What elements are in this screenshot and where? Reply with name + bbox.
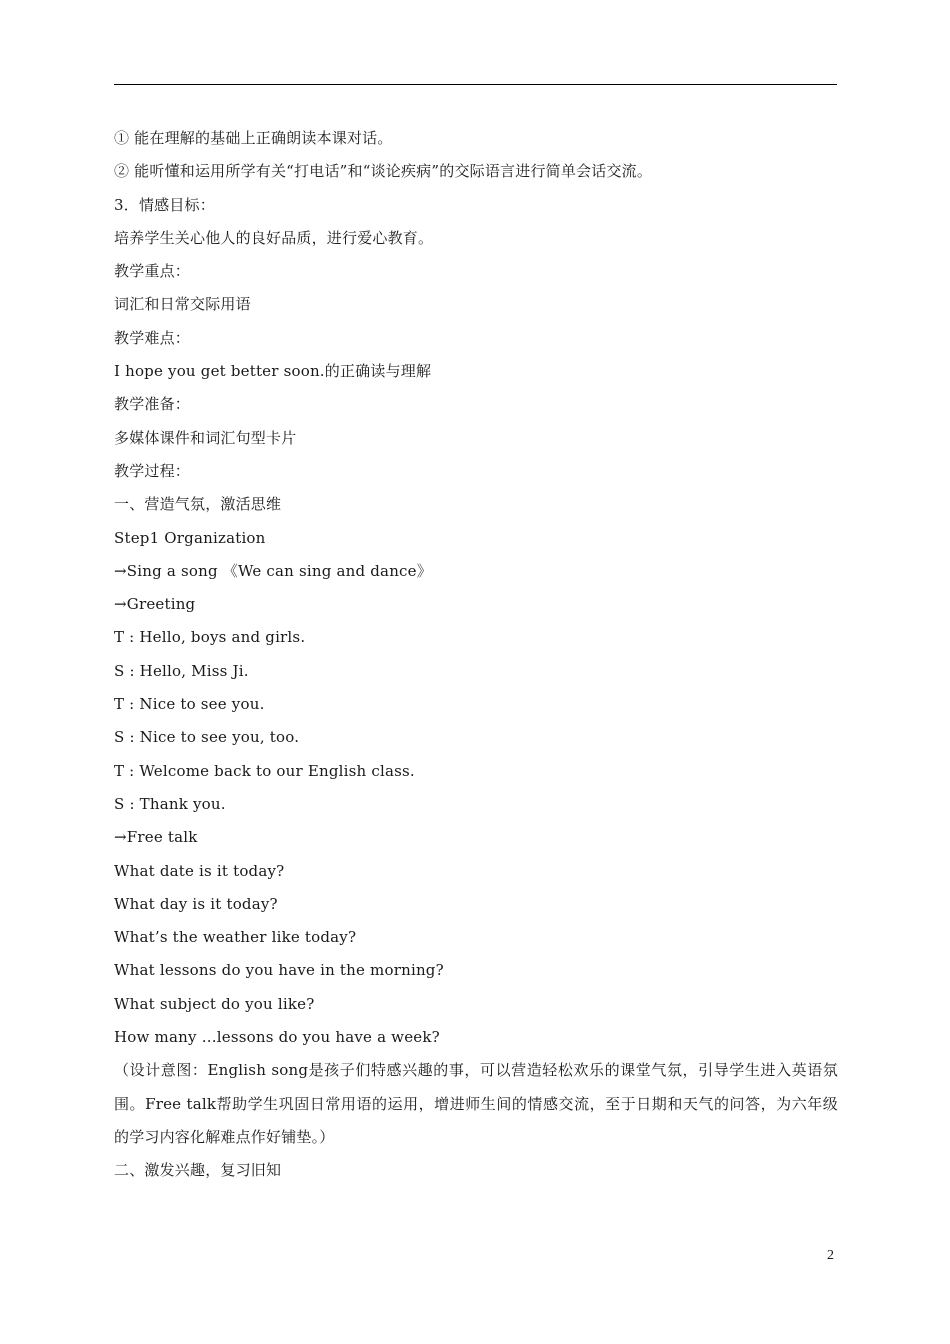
sing-song-line: →Sing a song 《We can sing and dance》	[114, 561, 432, 580]
dialogue-line: S : Nice to see you, too.	[114, 728, 300, 747]
key-points-heading: 教学重点：	[114, 262, 191, 281]
greeting-line: →Greeting	[114, 595, 196, 614]
emotion-goal-heading: 3．情感目标：	[114, 195, 215, 214]
dialogue-line: S : Hello, Miss Ji.	[114, 661, 249, 680]
question-line: What date is it today?	[114, 861, 285, 880]
free-talk-line: →Free talk	[114, 828, 198, 847]
preparation-text: 多媒体课件和词汇句型卡片	[114, 428, 297, 447]
dialogue-line: S : Thank you.	[114, 794, 226, 813]
header-rule	[114, 84, 837, 85]
question-line: What’s the weather like today?	[114, 928, 357, 947]
key-points-text: 词汇和日常交际用语	[114, 295, 251, 314]
question-line: What lessons do you have in the morning?	[114, 961, 444, 980]
section-two-heading: 二、激发兴趣，复习旧知	[114, 1161, 282, 1180]
question-line: What subject do you like?	[114, 994, 315, 1013]
question-line: How many …lessons do you have a week?	[114, 1028, 440, 1047]
objective-line-1: ① 能在理解的基础上正确朗读本课对话。	[114, 129, 393, 147]
preparation-heading: 教学准备：	[114, 395, 191, 414]
design-note-paragraph: （设计意图：English song是孩子们特感兴趣的事，可以营造轻松欢乐的课堂气氛，引导学生进入英语氛围。Free talk帮助学生巩固日常用语的运用，增进师生间的情感交流，至于日期和天气的问答，为六年级的学习内容化解难点作好铺垫。）	[114, 1061, 838, 1146]
step1-heading: Step1 Organization	[114, 528, 266, 547]
question-line: What day is it today?	[114, 894, 278, 913]
document-body	[114, 122, 838, 1188]
dialogue-line: T : Nice to see you.	[114, 695, 265, 714]
dialogue-line: T : Hello, boys and girls.	[114, 628, 306, 647]
objective-line-2: ② 能听懂和运用所学有关“打电话”和“谈论疾病”的交际语言进行简单会话交流。	[114, 162, 653, 181]
dialogue-line: T : Welcome back to our English class.	[114, 761, 415, 780]
page-number: 2	[827, 1248, 834, 1263]
process-heading: 教学过程：	[114, 461, 191, 480]
section-one-heading: 一、营造气氛，激活思维	[114, 495, 282, 514]
difficulty-heading: 教学难点：	[114, 328, 191, 347]
difficulty-text: I hope you get better soon.的正确读与理解	[114, 362, 432, 381]
emotion-goal-text: 培养学生关心他人的良好品质，进行爱心教育。	[114, 228, 434, 247]
